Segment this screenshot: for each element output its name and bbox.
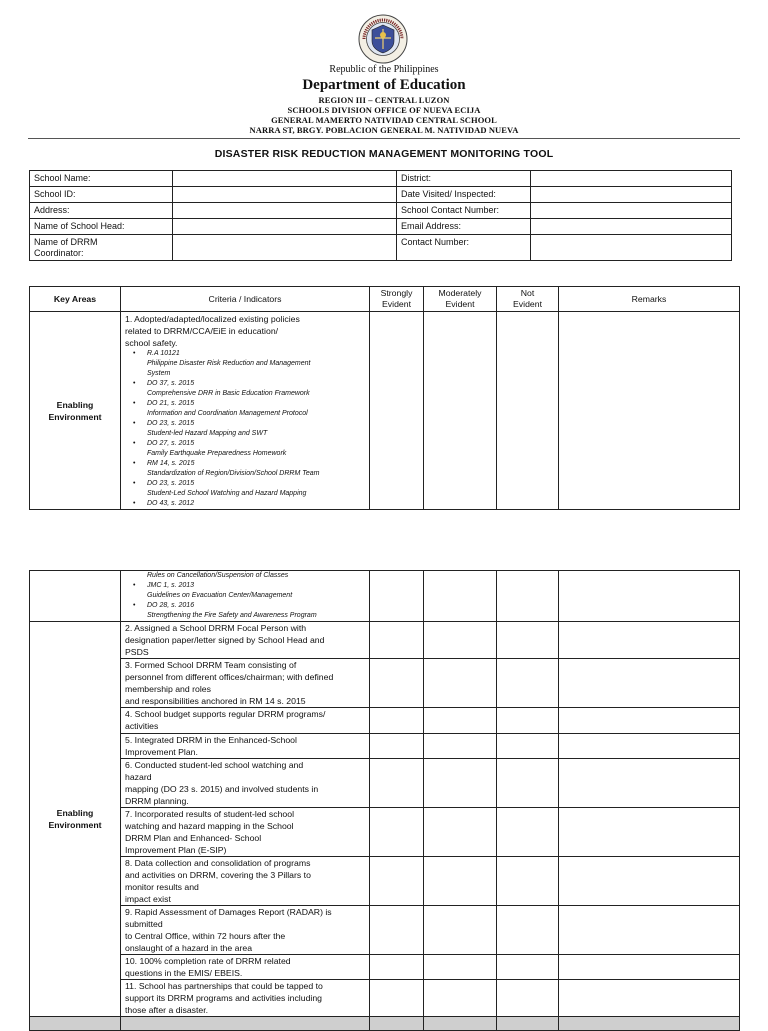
col-moderately-l2: Evident — [445, 299, 475, 309]
criterion-line: personnel from different offices/chairman; with defined — [125, 672, 334, 682]
policy-desc: Information and Coordination Management Protocol — [147, 410, 308, 417]
moderately-evident-cell[interactable] — [424, 571, 497, 622]
key-area-line2: Environment — [48, 411, 102, 422]
school-name-label: School Name: — [30, 171, 173, 187]
criterion-7-cell — [121, 808, 370, 857]
criterion-line: onslaught of a hazard in the area — [125, 943, 253, 953]
criterion-4-cell — [121, 708, 370, 734]
col-strongly-l1: Strongly — [380, 288, 413, 298]
criterion-8-cell — [121, 857, 370, 906]
criterion-line: mapping (DO 23 s. 2015) and involved students in — [125, 784, 319, 794]
key-area-enabling-environment — [30, 622, 121, 1017]
criterion-10-cell — [121, 955, 370, 980]
school-contact-label: School Contact Number: — [397, 203, 531, 219]
remarks-cell[interactable] — [559, 759, 740, 808]
strongly-evident-cell[interactable] — [370, 734, 424, 759]
col-criteria: Criteria / Indicators — [121, 287, 370, 312]
school-head-label: Name of School Head: — [30, 219, 173, 235]
school-contact-field[interactable] — [531, 203, 732, 219]
remarks-cell[interactable] — [559, 906, 740, 955]
not-evident-cell[interactable] — [497, 759, 559, 808]
bullet-icon: • — [133, 602, 136, 609]
remarks-cell[interactable] — [559, 808, 740, 857]
criterion-line: to Central Office, within 72 hours after the — [125, 931, 286, 941]
key-area-continued — [30, 571, 121, 622]
not-evident-cell[interactable] — [497, 571, 559, 622]
bullet-icon: • — [133, 460, 136, 467]
policy-desc: System — [147, 370, 171, 377]
bullet-icon: • — [133, 582, 136, 589]
criterion-1-line: 1. Adopted/adapted/localized existing policies — [125, 314, 300, 324]
policy-list — [125, 349, 365, 509]
remarks-cell[interactable] — [559, 659, 740, 708]
not-evident-cell[interactable] — [497, 808, 559, 857]
criterion-1-line: school safety. — [125, 338, 178, 348]
deped-seal — [358, 14, 408, 64]
policy-desc: Guidelines on Evacuation Center/Management — [147, 592, 293, 599]
not-evident-cell[interactable] — [497, 312, 559, 510]
page-title: DISASTER RISK REDUCTION MANAGEMENT MONITORING TOOL — [214, 148, 554, 160]
region-line: REGION III – CENTRAL LUZON — [318, 95, 450, 105]
remarks-cell[interactable] — [559, 571, 740, 622]
col-strongly-l2: Evident — [382, 299, 411, 309]
criterion-line: submitted — [125, 919, 163, 929]
col-strongly-evident — [370, 287, 424, 312]
criterion-1-cell — [121, 312, 370, 510]
date-visited-field[interactable] — [531, 187, 732, 203]
criterion-line: support its DRRM programs and activities including — [125, 993, 322, 1003]
criterion-line: Improvement Plan (E-SIP) — [125, 845, 227, 855]
moderately-evident-cell[interactable] — [424, 906, 497, 955]
school-head-field[interactable] — [173, 219, 397, 235]
criterion-line: 9. Rapid Assessment of Damages Report (RADAR) is — [125, 907, 332, 917]
criterion-line: hazard — [125, 772, 152, 782]
policy-code: DO 21, s. 2015 — [147, 400, 195, 407]
policy-item — [133, 349, 365, 379]
policy-item — [133, 419, 365, 439]
col-not-l1: Not — [520, 288, 535, 298]
email-field[interactable] — [531, 219, 732, 235]
school-name-field[interactable] — [173, 171, 397, 187]
criteria-table-page2 — [29, 570, 740, 1031]
moderately-evident-cell[interactable] — [424, 759, 497, 808]
policy-desc: Family Earthquake Preparedness Homework — [147, 450, 287, 457]
policy-desc: Rules on Cancellation/Suspension of Classes — [147, 572, 289, 579]
school-info-table — [29, 170, 732, 261]
drrm-coordinator-label-line1: Name of DRRM — [34, 236, 98, 247]
criterion-line: 11. School has partnerships that could be tapped to — [125, 981, 323, 991]
policy-code: DO 28, s. 2016 — [147, 602, 195, 609]
criterion-line: 2. Assigned a School DRRM Focal Person with — [125, 623, 307, 633]
criterion-line: 8. Data collection and consolidation of programs — [125, 858, 311, 868]
moderately-evident-cell[interactable] — [424, 857, 497, 906]
criterion-5-cell — [121, 734, 370, 759]
department-name: Department of Education — [302, 77, 466, 93]
remarks-cell[interactable] — [559, 622, 740, 659]
remarks-cell[interactable] — [559, 734, 740, 759]
remarks-cell[interactable] — [559, 312, 740, 510]
key-area-line1: Enabling — [56, 808, 94, 818]
policy-item — [133, 479, 365, 499]
moderately-evident-cell[interactable] — [424, 708, 497, 734]
not-evident-cell[interactable] — [497, 857, 559, 906]
district-label: District: — [397, 171, 531, 187]
col-not-l2: Evident — [513, 299, 542, 309]
key-area-enabling-environment — [30, 312, 121, 510]
moderately-evident-cell[interactable] — [424, 659, 497, 708]
strongly-evident-cell[interactable] — [370, 857, 424, 906]
email-label: Email Address: — [397, 219, 531, 235]
republic-line: Republic of the Philippines — [329, 64, 439, 75]
criterion-line: 3. Formed School DRRM Team consisting of — [125, 660, 297, 670]
criterion-line: watching and hazard mapping in the School — [125, 821, 294, 831]
bullet-icon: • — [133, 400, 136, 407]
address-field[interactable] — [173, 203, 397, 219]
policy-item — [133, 499, 365, 509]
policy-code: RM 14, s. 2015 — [147, 460, 195, 467]
school-id-label: School ID: — [30, 187, 173, 203]
policy-code: JMC 1, s. 2013 — [147, 582, 195, 589]
criteria-table-page1 — [29, 286, 740, 510]
moderately-evident-cell[interactable] — [424, 808, 497, 857]
criterion-line: DRRM planning. — [125, 796, 189, 806]
header-divider — [28, 138, 740, 139]
criterion-line: and responsibilities anchored in RM 14 s. 2015 — [125, 696, 306, 706]
col-remarks: Remarks — [559, 287, 740, 312]
moderately-evident-cell[interactable] — [424, 980, 497, 1017]
criterion-line: membership and roles — [125, 684, 211, 694]
not-evident-cell[interactable] — [497, 708, 559, 734]
criterion-line: questions in the EMIS/ EBEIS. — [125, 968, 243, 978]
moderately-evident-cell[interactable] — [424, 955, 497, 980]
policy-desc: Student-Led School Watching and Hazard Mapping — [147, 490, 307, 497]
strongly-evident-cell[interactable] — [370, 808, 424, 857]
criterion-11-cell — [121, 980, 370, 1017]
criterion-line: 4. School budget supports regular DRRM programs/ — [125, 709, 326, 719]
criterion-line: designation paper/letter signed by School Head and — [125, 635, 325, 645]
remarks-cell[interactable] — [559, 857, 740, 906]
school-line: GENERAL MAMERTO NATIVIDAD CENTRAL SCHOOL — [271, 115, 497, 125]
policy-item — [133, 581, 365, 601]
criterion-1-text — [125, 313, 365, 349]
strongly-evident-cell[interactable] — [370, 708, 424, 734]
bullet-icon: • — [133, 350, 136, 357]
strongly-evident-cell[interactable] — [370, 659, 424, 708]
not-evident-cell[interactable] — [497, 659, 559, 708]
policy-desc: Philippine Disaster Risk Reduction and Management — [147, 360, 311, 367]
criterion-line: and activities on DRRM, covering the 3 Pillars to — [125, 870, 311, 880]
strongly-evident-cell[interactable] — [370, 312, 424, 510]
policy-code: DO 23, s. 2015 — [147, 480, 195, 487]
address-label: Address: — [30, 203, 173, 219]
policy-desc: Standardization of Region/Division/School DRRM Team — [147, 470, 320, 477]
remarks-cell[interactable] — [559, 980, 740, 1017]
criterion-2-cell — [121, 622, 370, 659]
not-evident-cell[interactable] — [497, 622, 559, 659]
drrm-coordinator-label-line2: Coordinator: — [34, 247, 84, 258]
strongly-evident-cell[interactable] — [370, 571, 424, 622]
policy-code: DO 23, s. 2015 — [147, 420, 195, 427]
criterion-6-cell — [121, 759, 370, 808]
policy-desc: Comprehensive DRR in Basic Education Framework — [147, 390, 310, 397]
policy-code: DO 27, s. 2015 — [147, 440, 195, 447]
district-field[interactable] — [531, 171, 732, 187]
bullet-icon: • — [133, 380, 136, 387]
school-id-field[interactable] — [173, 187, 397, 203]
contact-number-label: Contact Number: — [397, 235, 531, 261]
date-visited-label: Date Visited/ Inspected: — [397, 187, 531, 203]
policy-desc: Student-led Hazard Mapping and SWT — [147, 430, 268, 437]
policy-list-continued — [125, 571, 365, 621]
drrm-coordinator-field[interactable] — [173, 235, 397, 261]
policy-code: DO 43, s. 2012 — [147, 500, 195, 507]
criterion-line: 7. Incorporated results of student-led school — [125, 809, 295, 819]
strongly-evident-cell[interactable] — [370, 622, 424, 659]
remarks-cell[interactable] — [559, 708, 740, 734]
contact-number-field[interactable] — [531, 235, 732, 261]
col-moderately-evident — [424, 287, 497, 312]
policy-item — [133, 459, 365, 479]
criterion-line: monitor results and — [125, 882, 199, 892]
key-area-line1: Enabling — [56, 399, 94, 410]
not-evident-cell[interactable] — [497, 980, 559, 1017]
bullet-icon: • — [133, 440, 136, 447]
strongly-evident-cell[interactable] — [370, 759, 424, 808]
criterion-line: those after a disaster. — [125, 1005, 209, 1015]
bullet-icon: • — [133, 480, 136, 487]
policy-item — [133, 601, 365, 621]
policy-item — [147, 571, 365, 581]
criterion-1-continued-cell — [121, 571, 370, 622]
strongly-evident-cell[interactable] — [370, 980, 424, 1017]
policy-code: R.A 10121 — [147, 350, 180, 357]
criterion-line: Improvement Plan. — [125, 747, 198, 757]
remarks-cell[interactable] — [559, 955, 740, 980]
not-evident-cell[interactable] — [497, 906, 559, 955]
moderately-evident-cell[interactable] — [424, 312, 497, 510]
address-line: NARRA ST, BRGY. POBLACION GENERAL M. NATIVIDAD NUEVA — [249, 125, 519, 135]
criterion-line: PSDS — [125, 647, 149, 657]
criterion-9-cell — [121, 906, 370, 955]
criterion-line: 10. 100% completion rate of DRRM related — [125, 956, 291, 966]
policy-desc: Strengthening the Fire Safety and Awareness Program — [147, 612, 317, 619]
not-evident-cell[interactable] — [497, 734, 559, 759]
criterion-line: activities — [125, 721, 159, 731]
policy-item — [133, 379, 365, 399]
col-not-evident — [497, 287, 559, 312]
policy-item — [133, 399, 365, 419]
criterion-3-cell — [121, 659, 370, 708]
col-moderately-l1: Moderately — [438, 288, 482, 298]
strongly-evident-cell[interactable] — [370, 955, 424, 980]
criterion-line: 6. Conducted student-led school watching and — [125, 760, 304, 770]
col-key-areas: Key Areas — [30, 287, 121, 312]
moderately-evident-cell[interactable] — [424, 734, 497, 759]
bullet-icon: • — [133, 420, 136, 427]
policy-code: DO 37, s. 2015 — [147, 380, 195, 387]
not-evident-cell[interactable] — [497, 955, 559, 980]
criterion-line: impact exist — [125, 894, 171, 904]
bullet-icon: • — [133, 500, 136, 507]
criterion-line: 5. Integrated DRRM in the Enhanced-School — [125, 735, 297, 745]
criterion-line: DRRM Plan and Enhanced- School — [125, 833, 262, 843]
moderately-evident-cell[interactable] — [424, 622, 497, 659]
drrm-coordinator-label — [30, 235, 173, 261]
key-area-line2: Environment — [48, 820, 102, 830]
division-line: SCHOOLS DIVISION OFFICE OF NUEVA ECIJA — [287, 105, 481, 115]
strongly-evident-cell[interactable] — [370, 906, 424, 955]
criterion-1-line: related to DRRM/CCA/EiE in education/ — [125, 326, 279, 336]
policy-item — [133, 439, 365, 459]
